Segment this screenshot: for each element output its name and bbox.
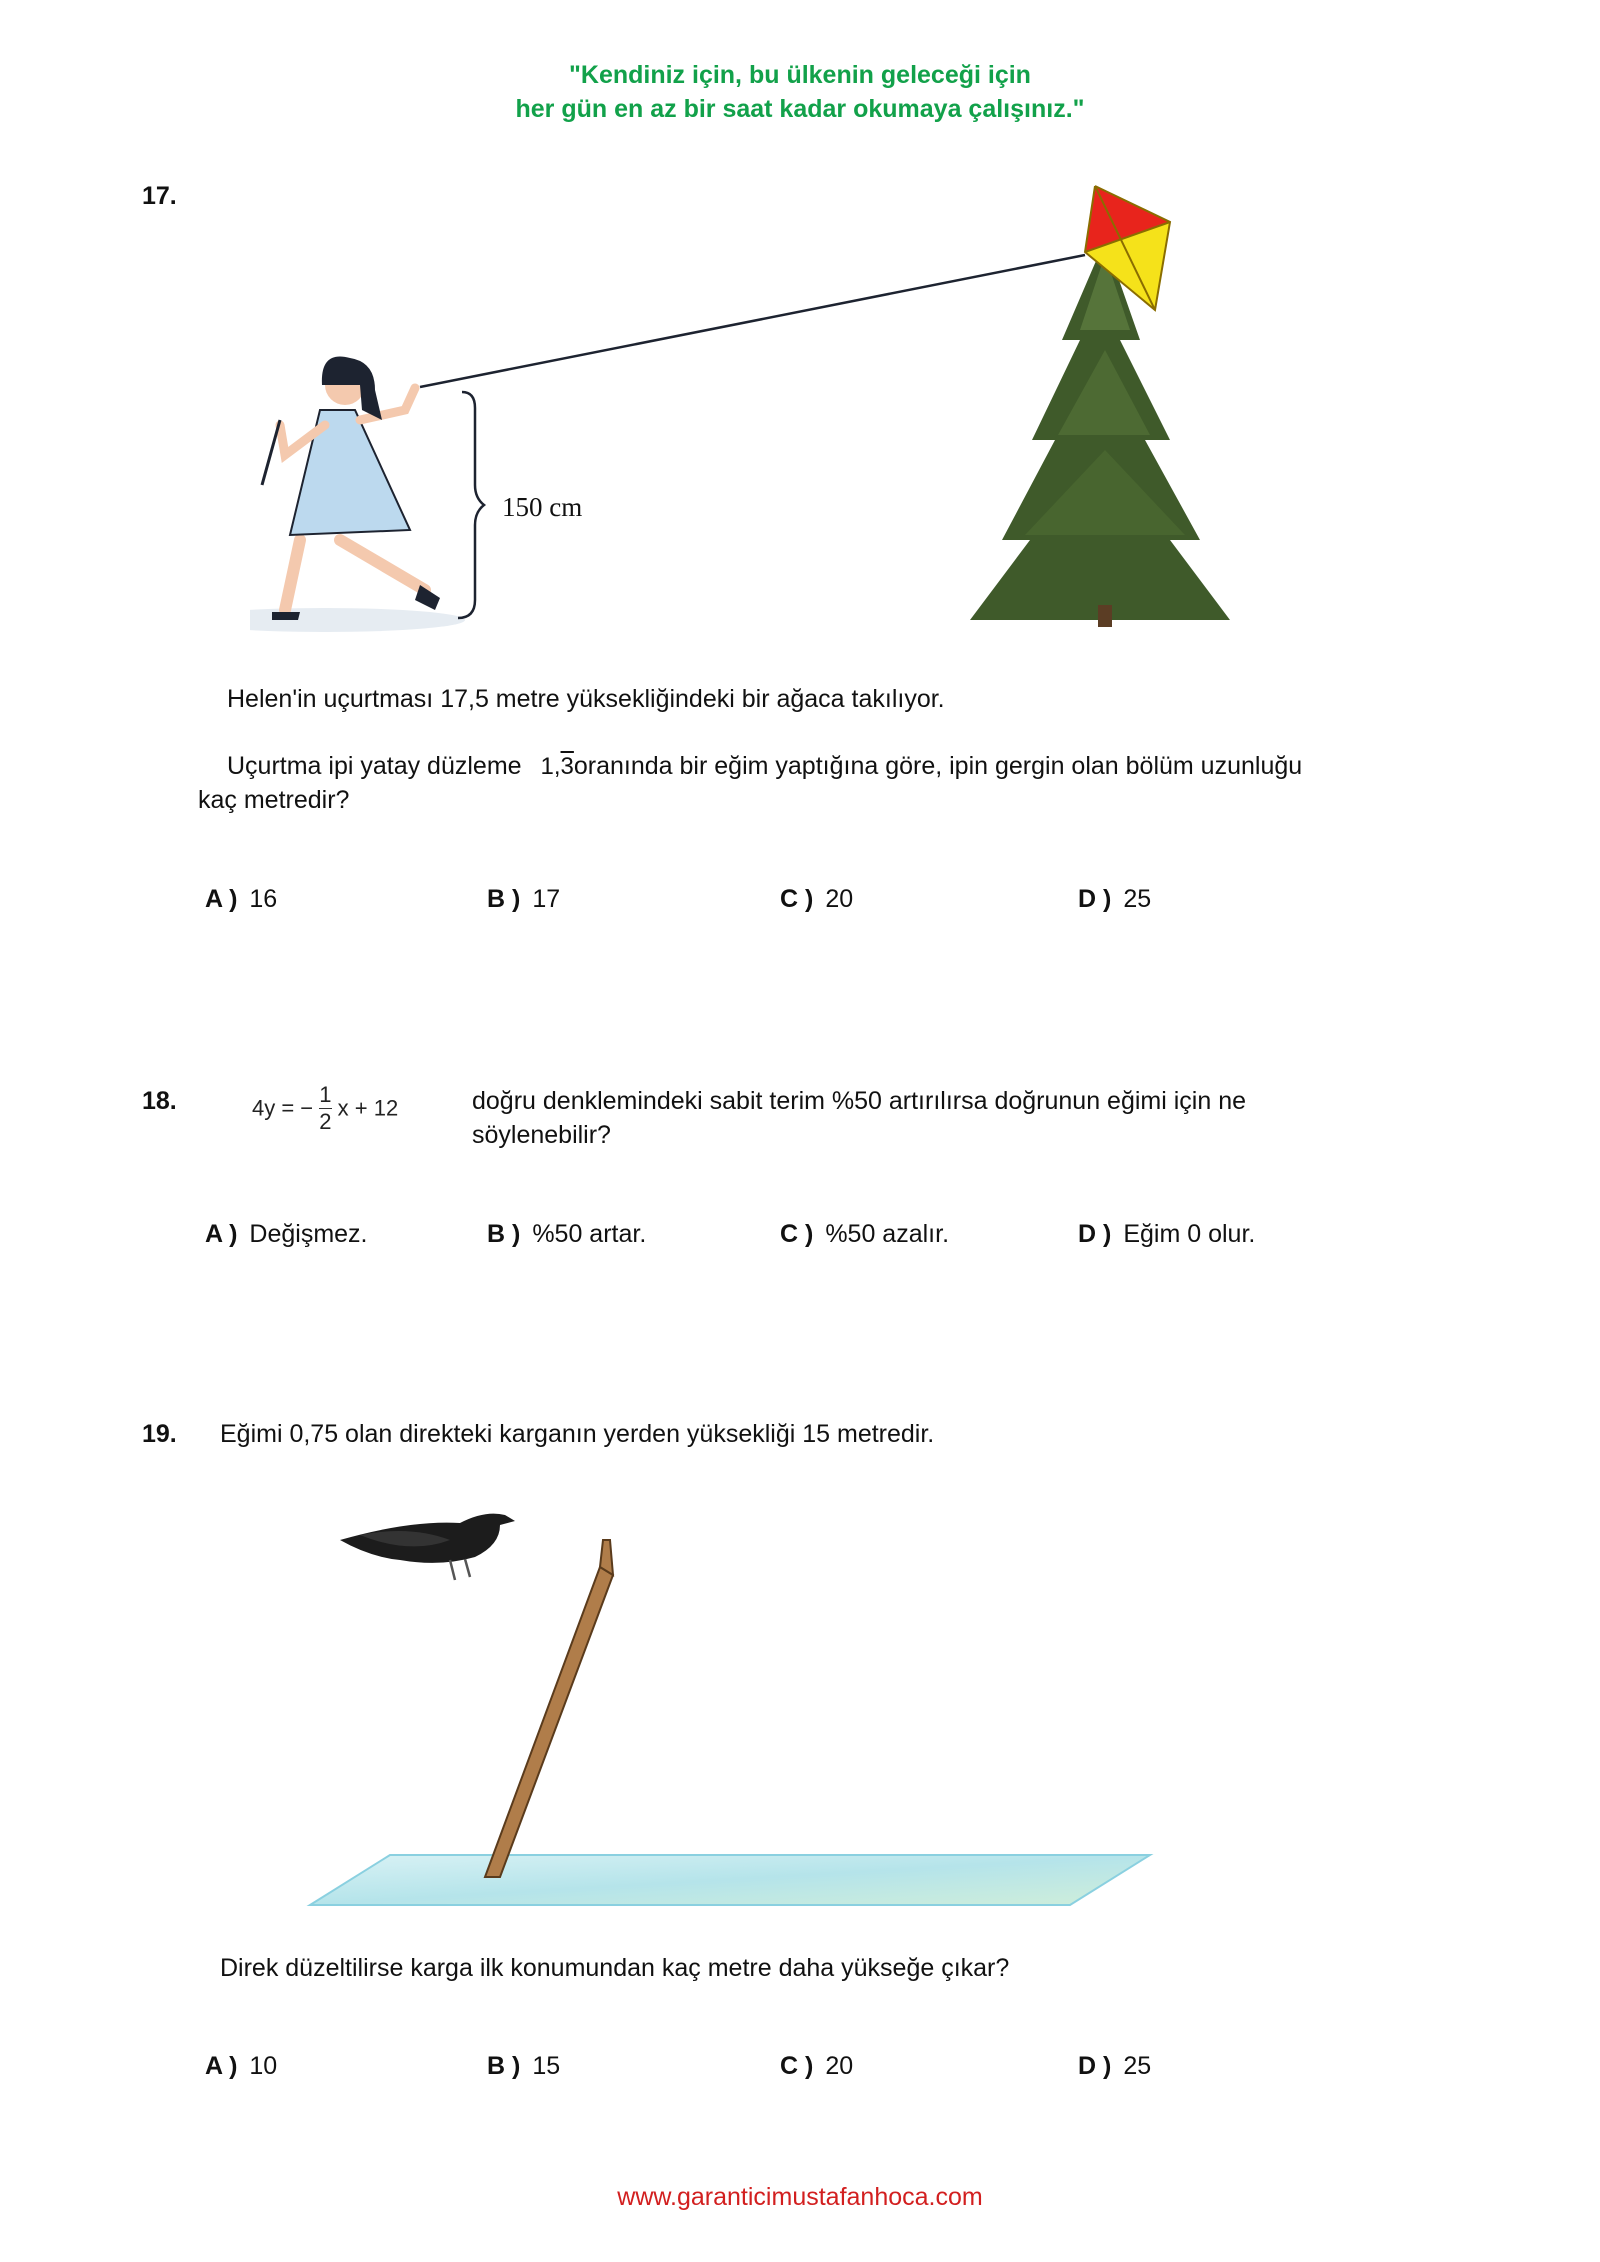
q17-option-a[interactable]: A ) 16 <box>205 885 278 913</box>
question-17-text-1: Helen'in uçurtması 17,5 metre yüksekliğindeki bir ağaca takılıyor. <box>227 685 945 713</box>
q18-option-d[interactable]: D ) Eğim 0 olur. <box>1078 1220 1256 1248</box>
height-label: 150 cm <box>502 492 583 522</box>
question-18-text-1: doğru denklemindeki sabit terim %50 artırılırsa doğrunun eğimi için ne <box>472 1087 1246 1115</box>
height-brace <box>458 392 484 618</box>
q18-option-b[interactable]: B ) %50 artar. <box>487 1220 647 1248</box>
q18-option-a[interactable]: A ) Değişmez. <box>205 1220 368 1248</box>
question-18-text-2: söylenebilir? <box>472 1121 611 1149</box>
kite-string <box>420 255 1085 387</box>
question-17-text-3: kaç metredir? <box>198 786 350 814</box>
footer-url[interactable]: www.garanticimustafanhoca.com <box>617 2183 983 2211</box>
slope-ratio: 1,3 <box>540 753 574 780</box>
q19-option-c[interactable]: C ) 20 <box>780 2052 854 2080</box>
question-18-number: 18. <box>142 1087 177 1115</box>
girl-illustration <box>262 357 440 620</box>
question-19-number: 19. <box>142 1420 177 1448</box>
kite-figure <box>250 180 1250 640</box>
crow-icon <box>340 1514 515 1580</box>
q17-option-c[interactable]: C ) 20 <box>780 885 854 913</box>
crow-pole-figure <box>300 1485 1170 1915</box>
tree-illustration <box>970 240 1230 627</box>
question-19-text-1: Eğimi 0,75 olan direkteki karganın yerden yüksekliği 15 metredir. <box>220 1420 935 1448</box>
line-equation: 4y = − $\frac{1}{2}$ x + 12 <box>252 1082 399 1134</box>
q18-option-c[interactable]: C ) %50 azalır. <box>780 1220 950 1248</box>
q19-option-a[interactable]: A ) 10 <box>205 2052 278 2080</box>
motto-line-1: "Kendiniz için, bu ülkenin geleceği için <box>569 61 1031 89</box>
question-17-text-2: Uçurtma ipi yatay düzleme 1,3oranında bir eğim yaptığına göre, ipin gergin olan bölüm uzunluğu <box>227 752 1303 780</box>
tilted-pole <box>485 1567 613 1877</box>
q19-option-d[interactable]: D ) 25 <box>1078 2052 1152 2080</box>
question-19-text-2: Direk düzeltilirse karga ilk konumundan kaç metre daha yükseğe çıkar? <box>220 1954 1010 1982</box>
motto-line-2: her gün en az bir saat kadar okumaya çalışınız." <box>515 95 1085 123</box>
q17-option-b[interactable]: B ) 17 <box>487 885 561 913</box>
question-17-number: 17. <box>142 182 177 210</box>
q19-option-b[interactable]: B ) 15 <box>487 2052 561 2080</box>
ground-plane <box>310 1855 1150 1905</box>
q17-option-d[interactable]: D ) 25 <box>1078 885 1152 913</box>
